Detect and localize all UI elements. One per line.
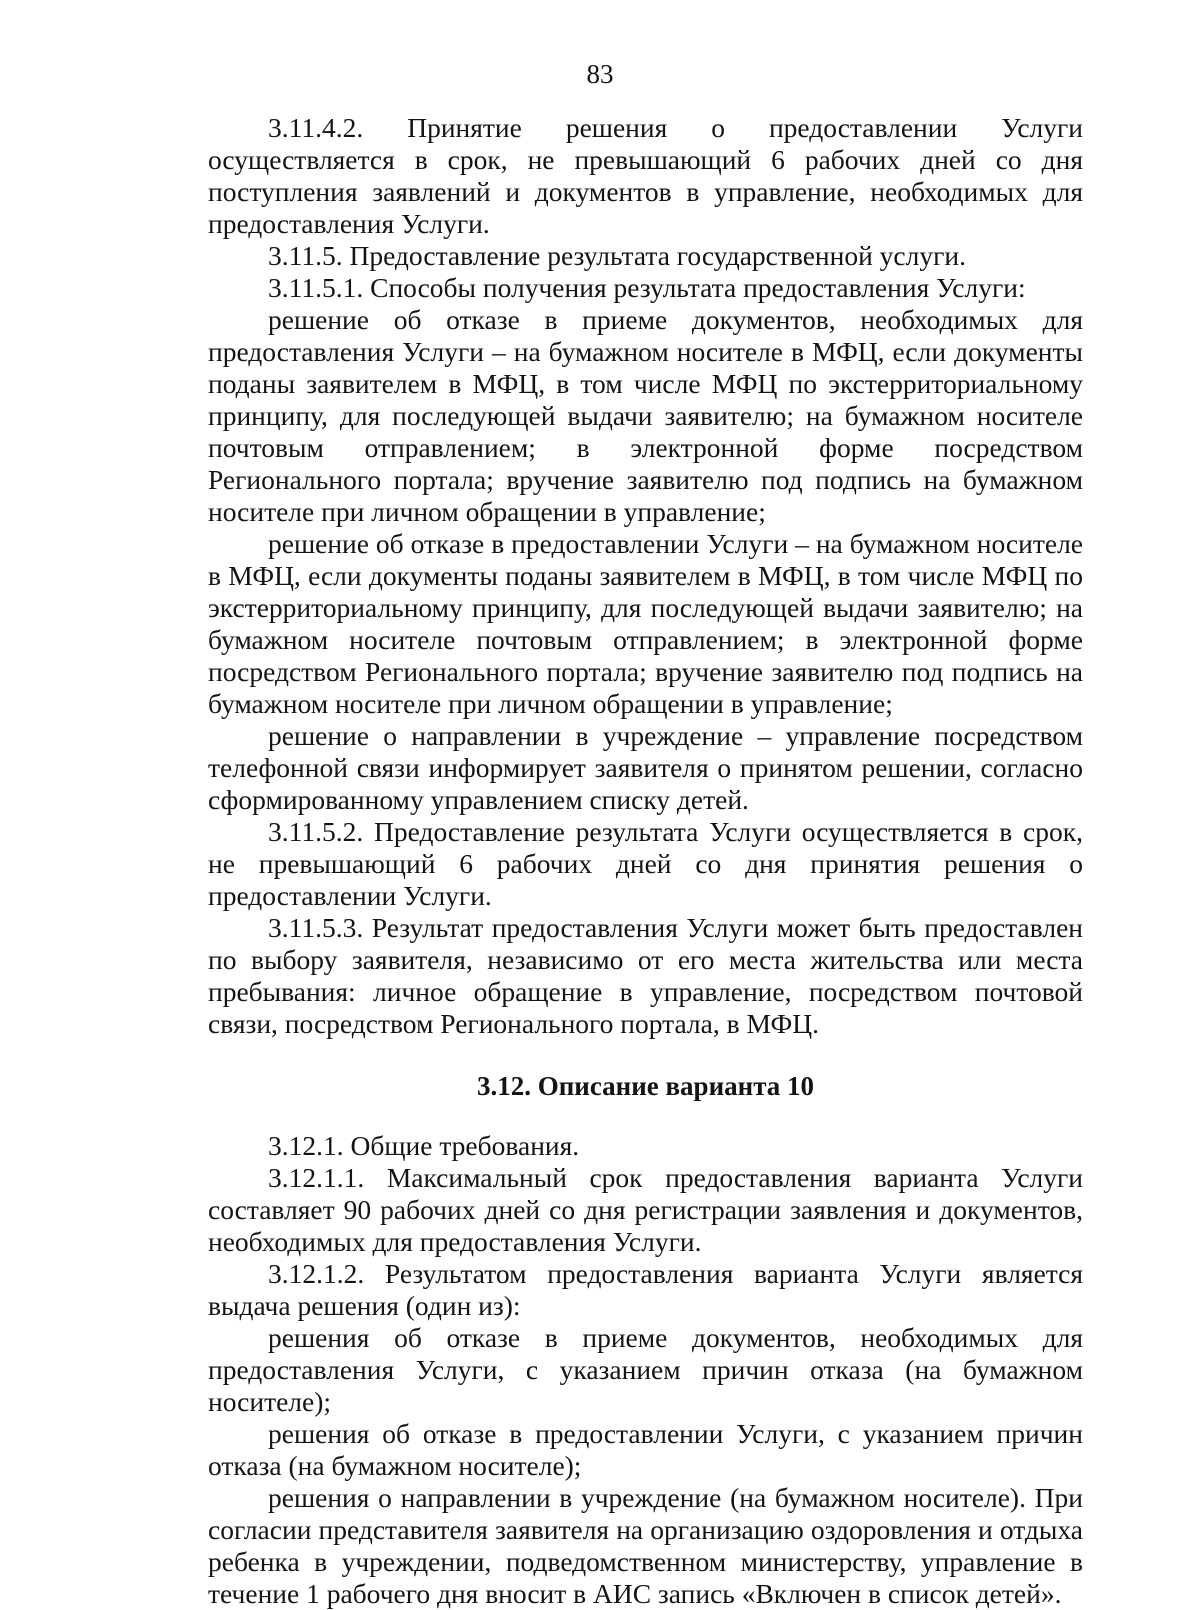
paragraph: 3.11.5.1. Способы получения результата предоставления Услуги: — [268, 272, 1026, 303]
document-body — [208, 112, 1083, 1610]
paragraph: 3.12.1.2. Результатом предоставления варианта Услуги является выдача решения (один из): — [208, 1258, 1083, 1321]
paragraph: решения об отказе в приеме документов, необходимых для предоставления Услуги, с указанием причин отказа (на бумажном носителе); — [208, 1322, 1083, 1417]
section-3-12-text — [208, 1130, 1083, 1610]
paragraph: 3.11.4.2. Принятие решения о предоставлении Услуги осуществляется в срок, не превышающий 6 рабочих дней со дня поступления заявлений и документов в управление, необходимых для предоставления Услуги. — [208, 112, 1083, 239]
paragraph: 3.11.5. Предоставление результата государственной услуги. — [268, 240, 966, 271]
paragraph: решение об отказе в приеме документов, необходимых для предоставления Услуги – на бумажном носителе в МФЦ, если документы поданы заявителем в МФЦ, в том числе МФЦ по экстерриториальному принципу, для последующей выдачи заявителю; на бумажном носителе почтовым отправлением; в электронной форме посредством Регионального портала; вручение заявителю под подпись на бумажном носителе при личном обращении в управление; — [208, 304, 1083, 527]
paragraph: 3.12.1. Общие требования. — [268, 1130, 580, 1161]
paragraph: 3.11.5.2. Предоставление результата Услуги осуществляется в срок, не превышающий 6 рабочих дней со дня принятия решения о предоставлении Услуги. — [208, 816, 1083, 911]
section-3-11-text — [208, 112, 1083, 1040]
paragraph: решения о направлении в учреждение (на бумажном носителе). При согласии представителя заявителя на организацию оздоровления и отдыха ребенка в учреждении, подведомственном министерству, управление в течение 1 рабочего дня вносит в АИС запись «Включен в список детей». — [208, 1482, 1083, 1609]
paragraph: решение о направлении в учреждение – управление посредством телефонной связи информирует заявителя о принятом решении, согласно сформированному управлением списку детей. — [208, 720, 1083, 815]
paragraph: 3.11.5.3. Результат предоставления Услуги может быть предоставлен по выбору заявителя, независимо от его места жительства или места пребывания: личное обращение в управление, посредством почтовой связи, посредством Регионального портала, в МФЦ. — [208, 912, 1083, 1039]
page-number: 83 — [586, 59, 614, 89]
paragraph: решение об отказе в предоставлении Услуги – на бумажном носителе в МФЦ, если документы поданы заявителем в МФЦ, в том числе МФЦ по экстерриториальному принципу, для последующей выдачи заявителю; на бумажном носителе почтовым отправлением; в электронной форме посредством Регионального портала; вручение заявителю под подпись на бумажном носителе при личном обращении в управление; — [208, 528, 1083, 719]
paragraph: 3.12.1.1. Максимальный срок предоставления варианта Услуги составляет 90 рабочих дней со дня регистрации заявления и документов, необходимых для предоставления Услуги. — [208, 1162, 1083, 1257]
paragraph: решения об отказе в предоставлении Услуги, с указанием причин отказа (на бумажном носителе); — [208, 1418, 1083, 1481]
section-heading: 3.12. Описание варианта 10 — [476, 1071, 815, 1101]
